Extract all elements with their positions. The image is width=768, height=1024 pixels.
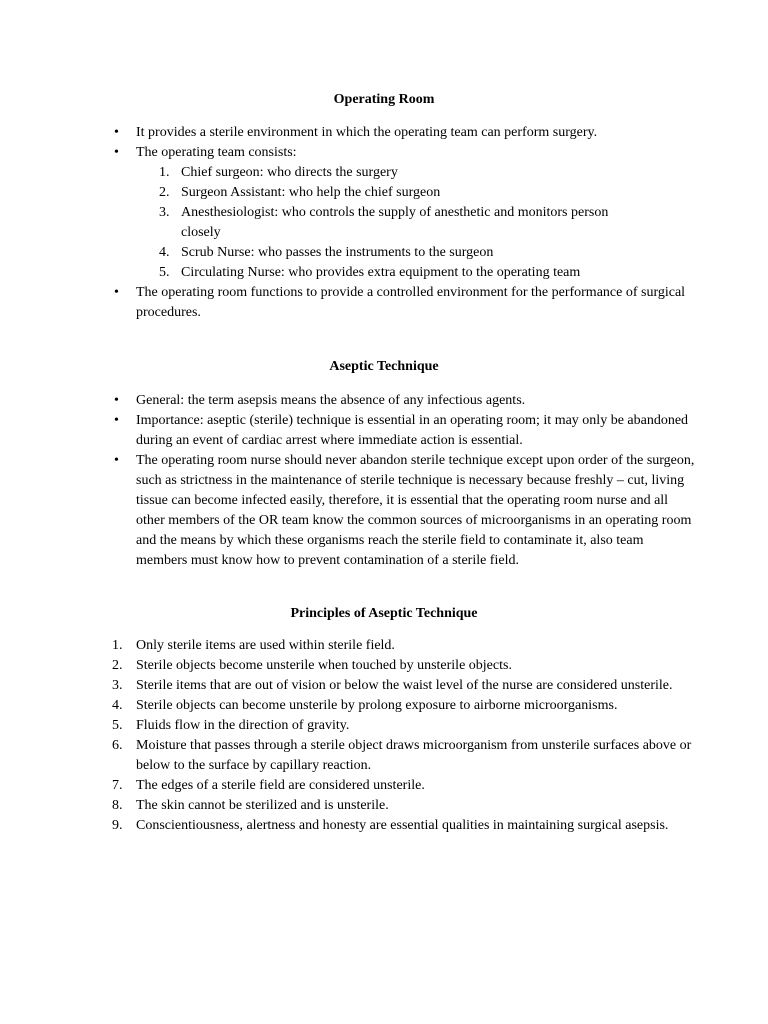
- item-text: Conscientiousness, alertness and honesty are essential qualities in maintaining surgical asepsis.: [136, 818, 669, 833]
- item-text: The edges of a sterile field are considered unsterile.: [136, 778, 425, 793]
- principles-list: [112, 636, 696, 836]
- item-text: Sterile items that are out of vision or below the waist level of the nurse are considered unsterile.: [136, 678, 673, 693]
- list-item: • The operating room functions to provide a controlled environment for the performance of surgical procedures.: [136, 283, 696, 323]
- principle-item: [112, 656, 696, 676]
- principle-item: [112, 676, 696, 696]
- item-text: Sterile objects become unsterile when touched by unsterile objects.: [136, 658, 512, 673]
- item-number: 5.: [159, 265, 170, 280]
- list-item: • The operating room nurse should never abandon sterile technique except upon order of the surgeon, such as strictness in the maintenance of sterile technique is necessary because freshly – cut, living tissue can become infected easily, therefore, it is essential that the operating room nurse and all other members of the OR team know the common sources of microorganisms in an operating room and the means by which these organisms reach the sterile field to contaminate it, also team members must know how to prevent contamination of a sterile field.: [136, 451, 696, 571]
- item-text: Circulating Nurse: who provides extra equipment to the operating team: [181, 265, 581, 280]
- item-text: Only sterile items are used within sterile field.: [136, 638, 395, 653]
- team-member-item: [159, 183, 651, 203]
- principle-item: [112, 636, 696, 656]
- list-item-text: The operating team consists:: [136, 145, 297, 160]
- operating-room-list: [136, 123, 696, 323]
- principle-item: [112, 736, 696, 776]
- team-member-item: [159, 163, 651, 183]
- item-number: 2.: [112, 658, 123, 673]
- item-number: 2.: [159, 185, 170, 200]
- item-text: Anesthesiologist: who controls the supply of anesthetic and monitors person closely: [181, 205, 609, 240]
- principle-item: [112, 716, 696, 736]
- principle-item: [112, 776, 696, 796]
- item-text: Sterile objects can become unsterile by prolong exposure to airborne microorganisms.: [136, 698, 618, 713]
- operating-team-list: [159, 163, 651, 283]
- list-item: • General: the term asepsis means the absence of any infectious agents.: [136, 391, 696, 411]
- team-member-item: [159, 203, 651, 243]
- item-number: 6.: [112, 738, 123, 753]
- item-number: 1.: [159, 165, 170, 180]
- team-member-item: [159, 263, 651, 283]
- item-text: Chief surgeon: who directs the surgery: [181, 165, 398, 180]
- item-text: Surgeon Assistant: who help the chief surgeon: [181, 185, 441, 200]
- list-item: • Importance: aseptic (sterile) technique is essential in an operating room; it may only be abandoned during an event of cardiac arrest where immediate action is essential.: [136, 411, 696, 451]
- item-text: Scrub Nurse: who passes the instruments to the surgeon: [181, 245, 494, 260]
- item-number: 9.: [112, 818, 123, 833]
- item-number: 3.: [112, 678, 123, 693]
- principle-item: [112, 696, 696, 716]
- heading-operating-room: Operating Room: [333, 92, 435, 107]
- item-text: Moisture that passes through a sterile object draws microorganism from unsterile surfaces above or below to the surface by capillary reaction.: [136, 738, 692, 773]
- principle-item: [112, 816, 696, 836]
- item-text: The skin cannot be sterilized and is unsterile.: [136, 798, 389, 813]
- item-text: Fluids flow in the direction of gravity.: [136, 718, 350, 733]
- principle-item: [112, 796, 696, 816]
- item-number: 7.: [112, 778, 123, 793]
- item-number: 8.: [112, 798, 123, 813]
- team-member-item: [159, 243, 651, 263]
- heading-aseptic-technique: Aseptic Technique: [329, 359, 439, 374]
- list-item: [136, 143, 696, 283]
- list-item: • It provides a sterile environment in which the operating team can perform surgery.: [136, 123, 696, 143]
- aseptic-technique-list: [136, 391, 696, 571]
- item-number: 4.: [112, 698, 123, 713]
- item-number: 4.: [159, 245, 170, 260]
- item-number: 3.: [159, 205, 170, 220]
- item-number: 1.: [112, 638, 123, 653]
- heading-principles: Principles of Aseptic Technique: [290, 606, 478, 621]
- item-number: 5.: [112, 718, 123, 733]
